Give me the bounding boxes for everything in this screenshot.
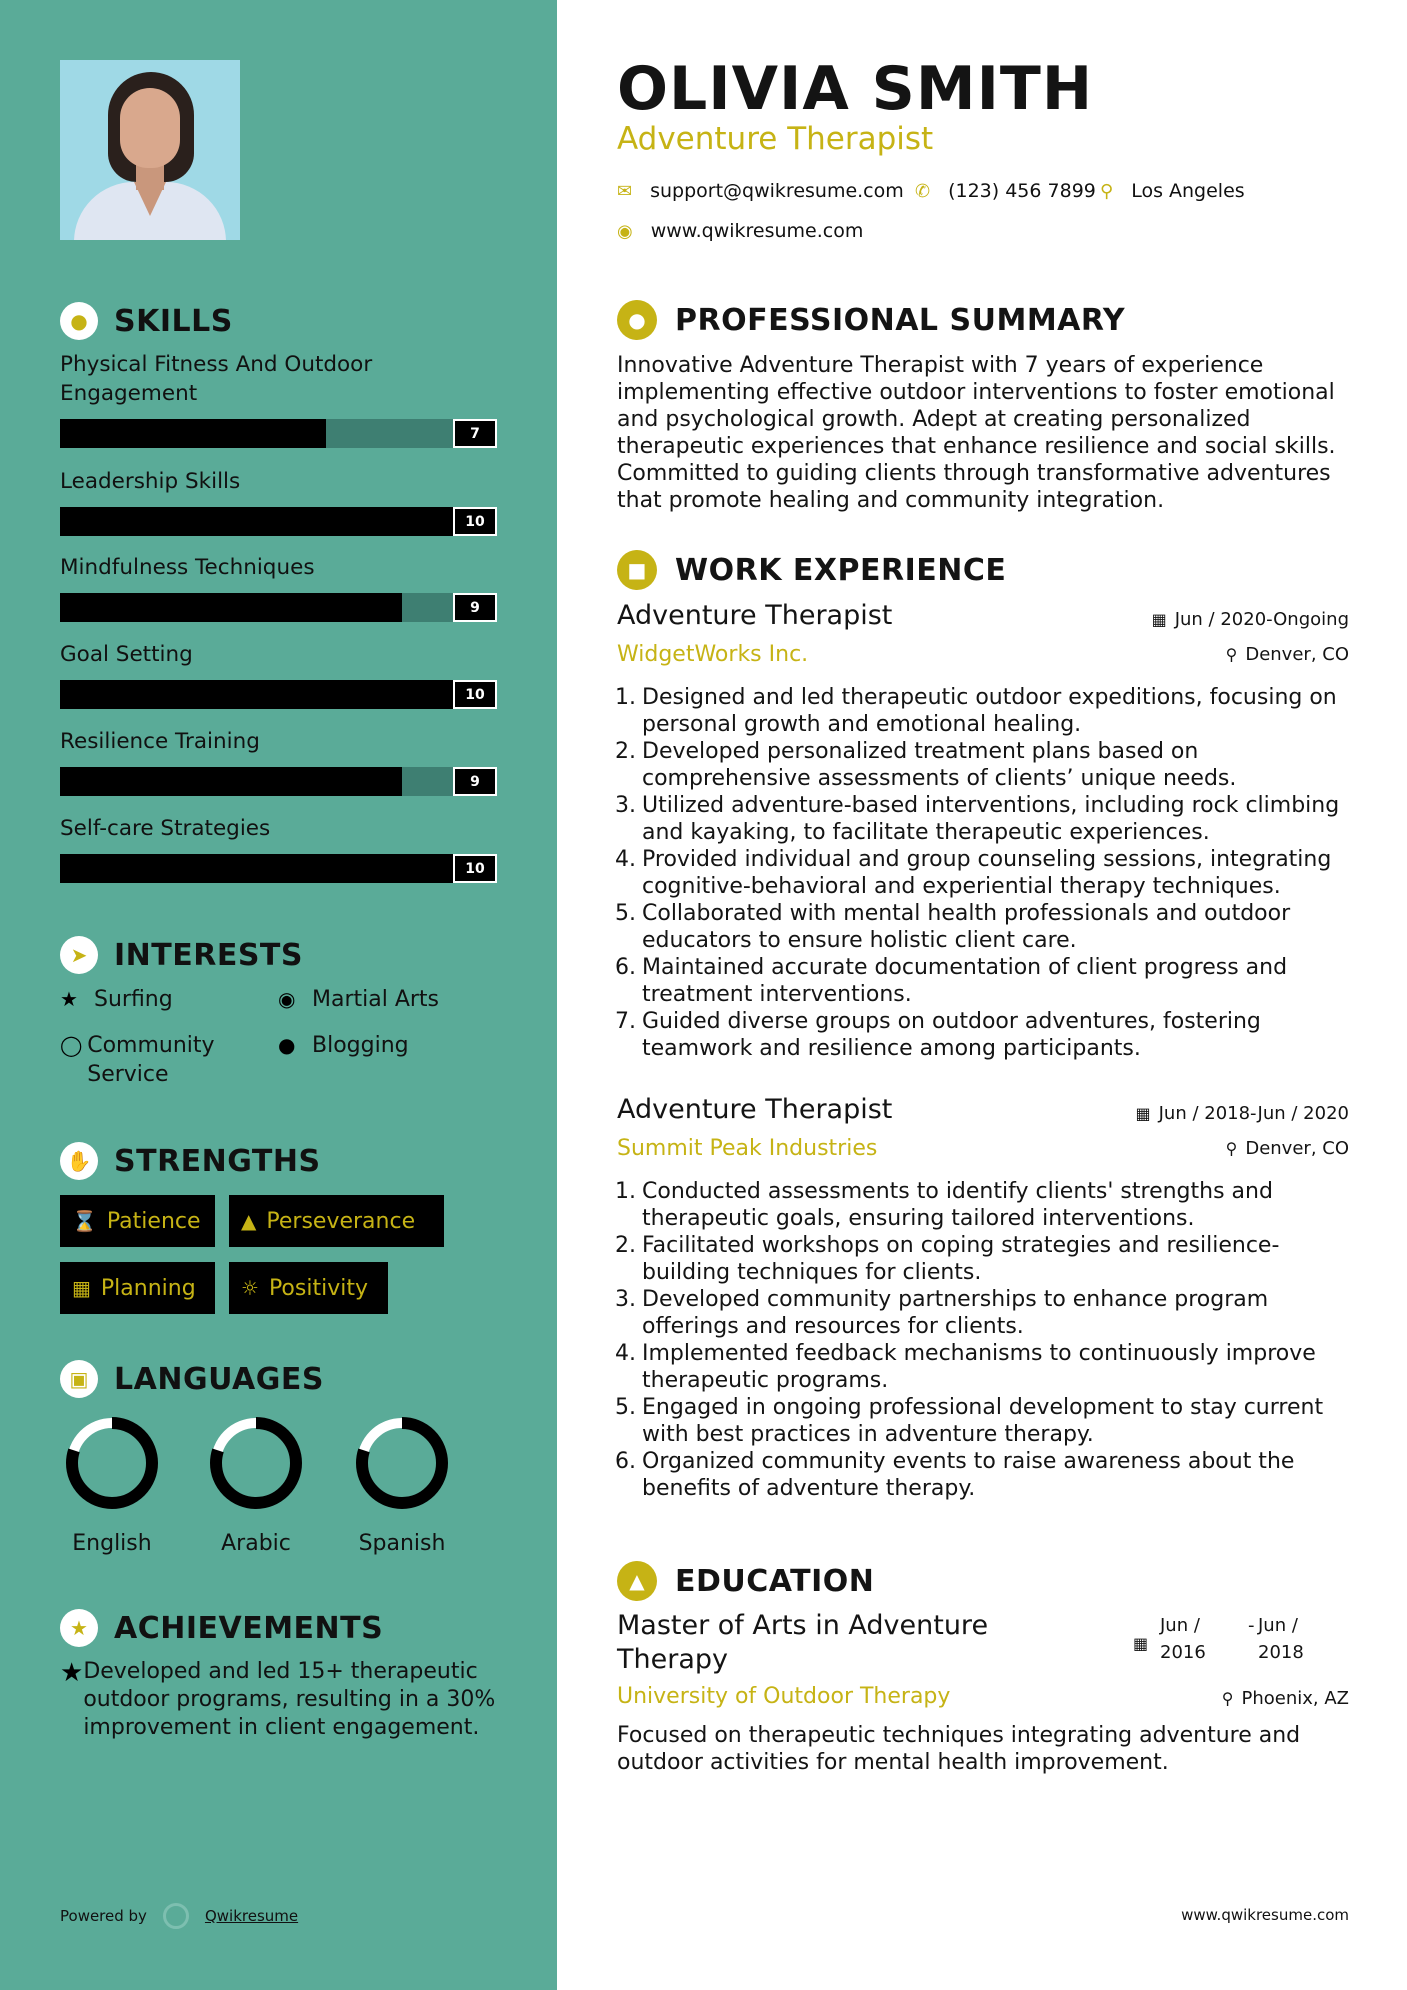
list-item: 3. Developed community partnerships to enhance program offerings and resources for clients. bbox=[615, 1287, 1269, 1339]
job-title: Adventure Therapist bbox=[617, 600, 893, 631]
star-badge-icon: ★ bbox=[60, 1609, 98, 1647]
sidebar bbox=[0, 0, 557, 1990]
skill-bar bbox=[60, 767, 497, 796]
interest-item: ◉ Martial Arts bbox=[278, 987, 440, 1012]
stars-icon: ★ bbox=[60, 1658, 84, 1688]
profile-photo bbox=[60, 60, 240, 240]
language-ring bbox=[354, 1415, 450, 1511]
list-item: 1. Conducted assessments to identify clients' strengths and therapeutic goals, ensuring tailored interventions. bbox=[615, 1179, 1273, 1231]
phone-icon: ✆ bbox=[915, 180, 931, 202]
skill-bar bbox=[60, 419, 497, 448]
job-location: ⚲ Denver, CO bbox=[1225, 1138, 1349, 1159]
star-icon: ★ bbox=[60, 987, 78, 1011]
skill-bar bbox=[60, 593, 497, 622]
pushpin-icon: ⚲ bbox=[1225, 645, 1238, 664]
school-name: University of Outdoor Therapy bbox=[617, 1684, 951, 1709]
languages-heading: ▣ LANGUAGES bbox=[60, 1360, 324, 1398]
map-pin-icon: ⚲ bbox=[1100, 180, 1114, 202]
language-icon: ▣ bbox=[60, 1360, 98, 1398]
powered-by: Powered by Qwikresume bbox=[60, 1903, 298, 1929]
list-item: 3. Utilized adventure-based interventions, including rock climbing and kayaking, to facilitate therapeutic experiences. bbox=[615, 793, 1340, 845]
calendar-icon: ▦ bbox=[72, 1276, 91, 1300]
list-item: 2. Facilitated workshops on coping strategies and resilience-building techniques for clients. bbox=[615, 1233, 1280, 1285]
job-company: Summit Peak Industries bbox=[617, 1136, 878, 1161]
qwikresume-logo-icon bbox=[163, 1903, 189, 1929]
hourglass-icon: ⌛ bbox=[72, 1209, 97, 1233]
achievement-item: ★ Developed and led 15+ therapeutic outdoor programs, resulting in a 30% improvement in client engagement. bbox=[60, 1658, 496, 1740]
graduation-cap-icon: ▲ bbox=[617, 1561, 657, 1601]
calendar-icon: ▦ bbox=[1133, 1634, 1149, 1653]
skills-heading: ● SKILLS bbox=[60, 302, 233, 340]
education-dash: - bbox=[1248, 1615, 1255, 1636]
education-start: Jun / 2016 bbox=[1160, 1615, 1206, 1663]
summary-text: Innovative Adventure Therapist with 7 years of experience implementing effective outdoor interventions to foster emotional and psychological growth. Adept at creating personalized therapeutic experiences that enhance resilience and social skills. Committed to guiding clients through transformative adventures that promote healing and community integration. bbox=[617, 353, 1336, 513]
education-end: Jun / 2018 bbox=[1258, 1615, 1304, 1663]
list-item: 4. Implemented feedback mechanisms to continuously improve therapeutic programs. bbox=[615, 1341, 1316, 1393]
contact-location: ⚲ Los Angeles bbox=[1100, 180, 1245, 202]
experience-heading: ■ WORK EXPERIENCE bbox=[617, 550, 1006, 590]
contact-email[interactable]: ✉ support@qwikresume.com bbox=[617, 180, 904, 202]
skill-level-badge: 10 bbox=[453, 507, 497, 536]
list-item: 7. Guided diverse groups on outdoor adventures, fostering teamwork and resilience among participants. bbox=[615, 1009, 1261, 1061]
achievements-heading: ★ ACHIEVEMENTS bbox=[60, 1609, 383, 1647]
calendar-icon: ▦ bbox=[1135, 1104, 1151, 1123]
language-item bbox=[196, 1415, 316, 1556]
globe-icon: ◉ bbox=[278, 987, 296, 1011]
strength-tag: ▲ Perseverance bbox=[229, 1195, 444, 1247]
job-dates: ▦ Jun / 2020-Ongoing bbox=[1151, 609, 1349, 630]
skill-bar bbox=[60, 854, 497, 883]
language-item bbox=[342, 1415, 462, 1556]
education-description: Focused on therapeutic techniques integrating adventure and outdoor activities for mental health improvement. bbox=[617, 1723, 1301, 1775]
skill-name: Self-care Strategies bbox=[60, 816, 271, 841]
interest-item: ◯ Community Service bbox=[60, 1033, 215, 1087]
education-heading: ▲ EDUCATION bbox=[617, 1561, 874, 1601]
job-bullets bbox=[610, 684, 1360, 1062]
skill-level-badge: 7 bbox=[453, 419, 497, 448]
envelope-icon: ✉ bbox=[617, 180, 633, 202]
language-label: Arabic bbox=[221, 1531, 291, 1556]
job-dates: ▦ Jun / 2018-Jun / 2020 bbox=[1135, 1103, 1349, 1124]
skill-name: Mindfulness Techniques bbox=[60, 555, 315, 580]
language-label: English bbox=[72, 1531, 152, 1556]
sun-icon: ☼ bbox=[241, 1276, 259, 1300]
strengths-heading: ✋ STRENGTHS bbox=[60, 1142, 321, 1180]
skill-level-badge: 10 bbox=[453, 680, 497, 709]
contact-website[interactable]: ◉ www.qwikresume.com bbox=[617, 220, 864, 242]
list-item: 6. Organized community events to raise awareness about the benefits of adventure therapy. bbox=[615, 1449, 1295, 1501]
skill-level-badge: 9 bbox=[453, 593, 497, 622]
qwikresume-link[interactable]: Qwikresume bbox=[204, 1907, 299, 1925]
strength-tag: ☼ Positivity bbox=[229, 1262, 388, 1314]
job-title: Adventure Therapist bbox=[617, 1094, 893, 1125]
contact-phone[interactable]: ✆ (123) 456 7899 bbox=[915, 180, 1096, 202]
list-item: 5. Engaged in ongoing professional development to stay current with best practices in adventure therapy. bbox=[615, 1395, 1324, 1447]
skill-name: Resilience Training bbox=[60, 729, 260, 754]
calendar-icon: ▦ bbox=[1151, 610, 1167, 629]
globe-icon: ◉ bbox=[617, 220, 633, 242]
skill-name: Leadership Skills bbox=[60, 469, 241, 494]
language-item bbox=[52, 1415, 172, 1556]
pushpin-icon: ⚲ bbox=[1225, 1139, 1238, 1158]
paper-plane-icon: ➤ bbox=[60, 936, 98, 974]
interest-item: ★ Surfing bbox=[60, 987, 173, 1012]
road-icon: ▲ bbox=[241, 1209, 257, 1233]
fist-icon: ✋ bbox=[60, 1142, 98, 1180]
user-icon: ● bbox=[617, 300, 657, 340]
list-item: 4. Provided individual and group counseling sessions, integrating cognitive-behavioral and experiential therapy techniques. bbox=[615, 847, 1332, 899]
skill-name: Goal Setting bbox=[60, 642, 193, 667]
strength-tag: ▦ Planning bbox=[60, 1262, 215, 1314]
candidate-name: OLIVIA SMITH bbox=[617, 54, 1094, 124]
language-ring bbox=[64, 1415, 160, 1511]
strength-tag: ⌛ Patience bbox=[60, 1195, 215, 1247]
skill-bar bbox=[60, 680, 497, 709]
briefcase-icon: ■ bbox=[617, 550, 657, 590]
job-bullets bbox=[610, 1178, 1360, 1502]
list-item: 2. Developed personalized treatment plans based on comprehensive assessments of clients’ unique needs. bbox=[615, 739, 1237, 791]
language-label: Spanish bbox=[358, 1531, 446, 1556]
group-icon: ● bbox=[278, 1033, 296, 1057]
degree-title: Master of Arts in Adventure Therapy bbox=[617, 1610, 989, 1675]
skill-level-badge: 9 bbox=[453, 767, 497, 796]
lightbulb-icon: ● bbox=[60, 302, 98, 340]
job-location: ⚲ Denver, CO bbox=[1225, 644, 1349, 665]
pushpin-icon: ⚲ bbox=[1221, 1689, 1234, 1708]
job-company: WidgetWorks Inc. bbox=[617, 642, 809, 667]
skill-name: Physical Fitness And Outdoor Engagement bbox=[60, 352, 373, 406]
summary-heading: ● PROFESSIONAL SUMMARY bbox=[617, 300, 1125, 340]
education-location: ⚲ Phoenix, AZ bbox=[1221, 1688, 1349, 1709]
skill-level-badge: 10 bbox=[453, 854, 497, 883]
list-item: 6. Maintained accurate documentation of client progress and treatment interventions. bbox=[615, 955, 1288, 1007]
footer-website-link[interactable]: www.qwikresume.com bbox=[1181, 1906, 1349, 1924]
language-ring bbox=[208, 1415, 304, 1511]
skill-bar bbox=[60, 507, 497, 536]
interests-heading: ➤ INTERESTS bbox=[60, 936, 303, 974]
candidate-role: Adventure Therapist bbox=[617, 121, 934, 157]
list-item: 1. Designed and led therapeutic outdoor expeditions, focusing on personal growth and emotional healing. bbox=[615, 685, 1337, 737]
list-item: 5. Collaborated with mental health professionals and outdoor educators to ensure holistic client care. bbox=[615, 901, 1291, 953]
hands-icon: ◯ bbox=[60, 1033, 83, 1057]
interest-item: ● Blogging bbox=[278, 1033, 409, 1058]
